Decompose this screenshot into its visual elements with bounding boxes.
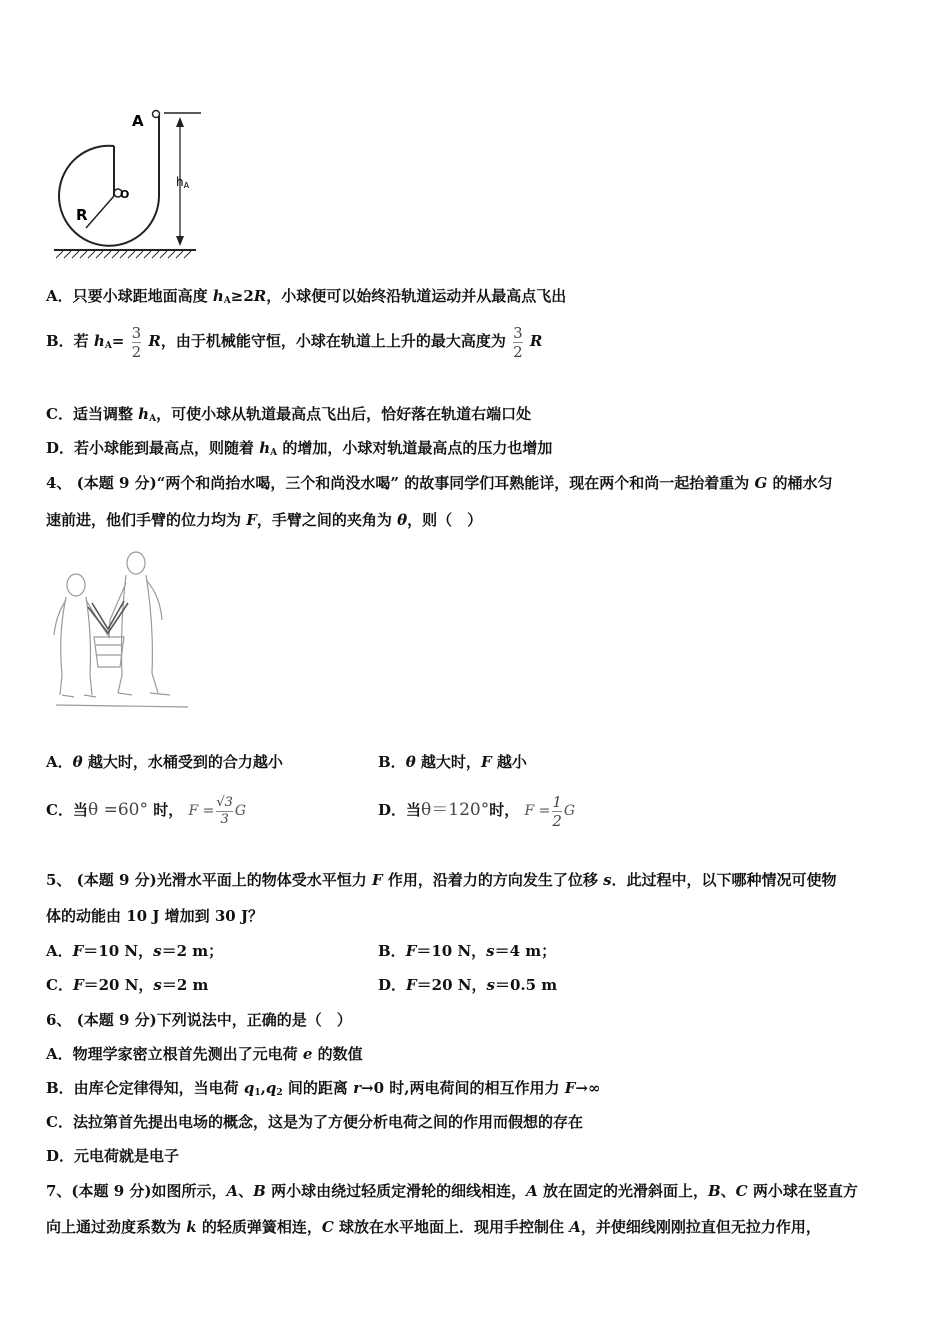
q4-option-b: B．θ 越大时，F 越小 (378, 753, 527, 771)
q6-option-a: A．物理学家密立根首先测出了元电荷 e 的数值 (46, 1045, 363, 1063)
track-diagram (46, 100, 216, 265)
q7-stem-line1: 7、(本题 9 分)如图所示，A、B 两小球由绕过轻质定滑轮的细线相连，A 放在固定的光滑斜面上，B、C 两小球在竖直方 (46, 1182, 858, 1200)
q7-stem-line2: 向上通过劲度系数为 k 的轻质弹簧相连，C 球放在水平地面上．现用手控制住 A，并使细线刚刚拉直但无拉力作用， (46, 1218, 821, 1236)
q3-option-c: C．适当调整 $h_A$，可使小球从轨道最高点飞出后，恰好落在轨道右端口处 (46, 405, 532, 424)
label-h: hA (176, 175, 190, 190)
label-a: A (132, 112, 144, 130)
q5-option-a: A．F＝10 N，s＝2 m； (46, 942, 224, 960)
q5-stem-line2: 体的动能由 10 J 增加到 30 J？ (46, 907, 264, 925)
q4-option-d: D．当θ＝120°时， F = $\frac{1}{2}$ G (378, 792, 576, 830)
q6-option-d: D．元电荷就是电子 (46, 1147, 180, 1165)
q4-option-c: C．当θ =60° 时， F = $\frac{√3}{3}$ G (46, 794, 247, 827)
formula-c: F = $\frac{√3}{3}$ G (188, 794, 247, 827)
formula-d: F = $\frac{1}{2}$ G (524, 792, 576, 830)
q5-stem-line1: 5、 (本题 9 分)光滑水平面上的物体受水平恒力 F 作用，沿着力的方向发生了位移 s．此过程中，以下哪种情况可使物 (46, 871, 837, 889)
q6-option-b: B．由库仑定律得知，当电荷 $q_1,q_2$ 间的距离 r→0 时,两电荷间的相互作用力 F→∞ (46, 1079, 601, 1098)
q4-stem-line1: 4、 (本题 9 分)“两个和尚抬水喝，三个和尚没水喝” 的故事同学们耳熟能详，现在两个和尚一起抬着重为 G 的桶水匀 (46, 474, 833, 492)
label-r: R (76, 206, 88, 224)
q3-option-a: A．只要小球距地面高度 $h_A\ge 2R$，小球便可以始终沿轨道运动并从最高点飞出 (46, 287, 567, 306)
q5-option-b: B．F＝10 N，s＝4 m； (378, 942, 557, 960)
q3-option-b: B．若 $h_A=$ $\frac{3}{2}$ R，由于机械能守恒，小球在轨道上上升的最大高度为 $\frac{3}{2}$ R (46, 323, 543, 361)
q4-option-a: A．θ 越大时，水桶受到的合力越小 (46, 753, 283, 771)
label-o: O (120, 188, 130, 201)
q3-option-d: D．若小球能到最高点，则随着 $h_A$ 的增加，小球对轨道最高点的压力也增加 (46, 439, 553, 458)
fraction-three-halves-2: $\frac{3}{2}$ (513, 323, 523, 361)
monks-sketch (48, 545, 193, 715)
q5-option-d: D．F＝20 N，s＝0.5 m (378, 976, 558, 994)
q5-option-c: C．F＝20 N，s＝2 m (46, 976, 209, 994)
q4-stem-line2: 速前进，他们手臂的位力均为 F，手臂之间的夹角为 θ，则（ ） (46, 511, 483, 529)
q6-option-c: C．法拉第首先提出电场的概念，这是为了方便分析电荷之间的作用而假想的存在 (46, 1113, 583, 1131)
fraction-three-halves: $\frac{3}{2}$ (131, 323, 142, 361)
q6-stem: 6、 (本题 9 分)下列说法中，正确的是（ ） (46, 1011, 352, 1029)
